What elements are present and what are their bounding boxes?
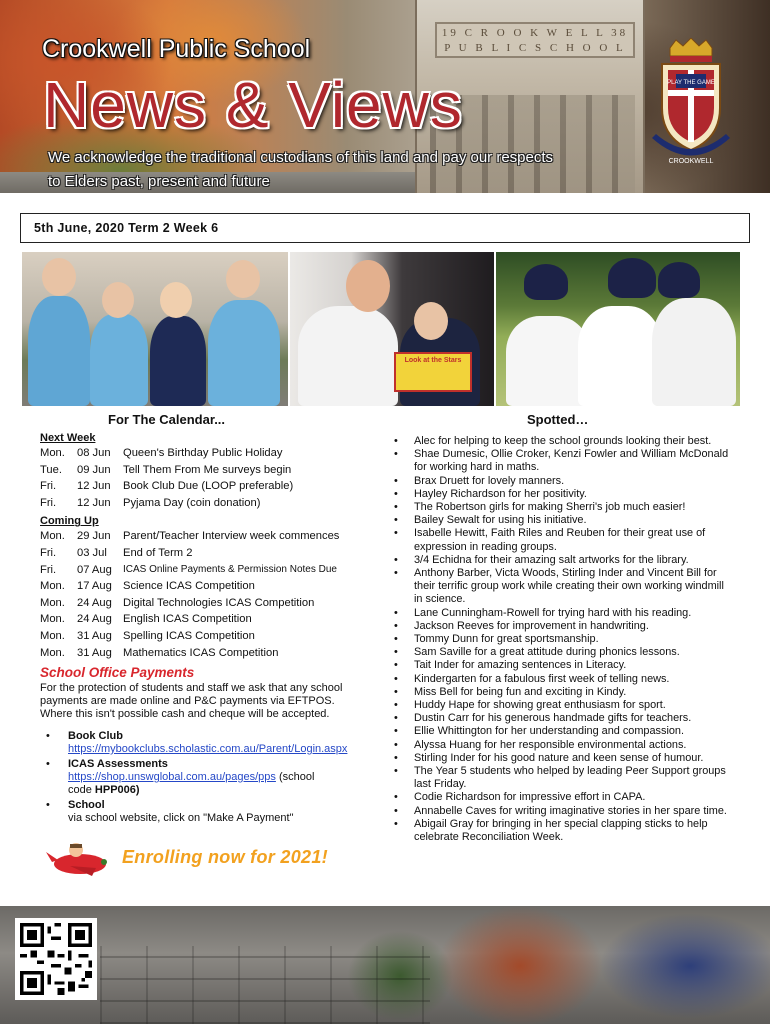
spotted-item: • 3/4 Echidna for their amazing salt artworks for the library. [392, 554, 732, 567]
student-figure [208, 300, 280, 406]
cricket-students-photo [496, 252, 740, 406]
spotted-item: • Hayley Richardson for her positivity. [392, 488, 732, 501]
student-figure [578, 306, 662, 406]
icas-code-prefix: (school [278, 771, 315, 783]
calendar-row [40, 595, 370, 612]
cricket-helmet [524, 264, 568, 300]
spotted-item: • Abigail Gray for bringing in her special clapping sticks to help celebrate Reconciliation Week. [392, 818, 732, 844]
calendar-date: 24 Aug [77, 613, 112, 626]
spotted-item: • The Robertson girls for making Sherri's job much easier! [392, 501, 732, 514]
spotted-item: • Miss Bell for being fun and exciting in Kindy. [392, 686, 732, 699]
calendar-date: 12 Jun [77, 480, 111, 493]
spotted-item: • Ellie Whittington for her understanding and compassion. [392, 725, 732, 738]
list-item [40, 799, 362, 825]
students-photo [22, 252, 288, 406]
calendar-date: 24 Aug [77, 596, 112, 609]
calendar-event: Parent/Teacher Interview week commences [123, 530, 340, 543]
calendar-date: 31 Aug [77, 629, 112, 642]
icas-link[interactable]: https://shop.unswglobal.com.au/pages/pps [68, 771, 276, 783]
plaque-line-2: P U B L I C S C H O O L [444, 42, 626, 54]
calendar-date: 12 Jun [77, 496, 111, 509]
header-banner [0, 0, 770, 193]
calendar-event: End of Term 2 [123, 546, 193, 559]
calendar-day: Mon. [40, 613, 65, 626]
calendar-event: Science ICAS Competition [123, 580, 255, 593]
student-head [226, 260, 260, 298]
spotted-item: • The Year 5 students who helped by leading Peer Support groups last Friday. [392, 765, 732, 791]
calendar-event: Mathematics ICAS Competition [123, 646, 279, 659]
calendar-day: Fri. [40, 563, 57, 576]
office-payments-title: School Office Payments [40, 665, 195, 680]
issue-date-bar: 5th June, 2020 Term 2 Week 6 [20, 213, 750, 243]
calendar-date: 08 Jun [77, 447, 111, 459]
calendar-section [40, 432, 370, 661]
book-held [394, 352, 472, 392]
spotted-item: • Alyssa Huang for her responsible environmental actions. [392, 739, 732, 752]
calendar-day: Mon. [40, 580, 65, 593]
calendar-day: Fri. [40, 546, 57, 559]
spotted-item: • Sam Saville for a great attitude during phonics lessons. [392, 646, 732, 659]
newsletter-title: News & Views [43, 69, 463, 141]
calendar-event: Tell Them From Me surveys begin [123, 463, 292, 476]
principal-student-photo [290, 252, 494, 406]
spotted-item: • Stirling Inder for his good nature and keen sense of humour. [392, 752, 732, 765]
calendar-row [40, 478, 370, 495]
payment-methods-list [40, 730, 362, 826]
calendar-event: Book Club Due (LOOP preferable) [123, 480, 294, 493]
spotted-heading: Spotted… [527, 412, 589, 427]
coming-up-list [40, 528, 370, 661]
cartoon-bird-plane-icon [46, 838, 112, 878]
spotted-item: • Codie Richardson for impressive effort in CAPA. [392, 791, 732, 804]
acknowledgement-line-1: We acknowledge the traditional custodians of this land and pay our respects [48, 149, 554, 166]
spotted-item: • Alec for helping to keep the school grounds looking their best. [392, 435, 732, 448]
spotted-item: • Kindergarten for a fabulous first week of telling news. [392, 673, 732, 686]
book-club-title: • Book Club [68, 730, 123, 742]
calendar-event: Spelling ICAS Competition [123, 629, 255, 642]
school-payment-text: via school website, click on "Make A Payment" [68, 812, 294, 824]
calendar-heading: For The Calendar... [108, 412, 226, 427]
spotted-item: • Shae Dumesic, Ollie Croker, Kenzi Fowler and William McDonald for working hard in maths. [392, 448, 732, 474]
spotted-item: • Jackson Reeves for improvement in handwriting. [392, 620, 732, 633]
calendar-date: 17 Aug [77, 580, 112, 593]
calendar-row [40, 562, 370, 579]
crest-bottom-text: CROOKWELL [668, 158, 714, 165]
calendar-row [40, 645, 370, 662]
building-plaque [435, 22, 635, 58]
school-crest-logo [650, 38, 732, 173]
calendar-day: Fri. [40, 496, 57, 509]
acknowledgement-line-2: to Elders past, present and future [48, 173, 270, 190]
enrolling-banner-text: Enrolling now for 2021! [122, 847, 328, 867]
footer-image [0, 906, 770, 1024]
calendar-day: Mon. [40, 646, 65, 659]
calendar-row [40, 445, 370, 462]
student-figure [150, 316, 206, 406]
qr-code-pattern [20, 923, 92, 995]
student-figure [90, 314, 148, 406]
cricket-helmet [608, 258, 656, 298]
calendar-date: 29 Jun [77, 530, 111, 543]
calendar-event: Queen's Birthday Public Holiday [123, 447, 283, 459]
coming-up-label: Coming Up [40, 515, 99, 528]
calendar-row [40, 495, 370, 512]
calendar-row [40, 545, 370, 562]
calendar-date: 03 Jul [77, 546, 107, 559]
calendar-day: Mon. [40, 447, 65, 459]
spotted-item: • Annabelle Caves for writing imaginative stories in her spare time. [392, 805, 732, 818]
spotted-item: • Lane Cunningham-Rowell for trying hard with his reading. [392, 607, 732, 620]
calendar-event: English ICAS Competition [123, 613, 252, 626]
calendar-row [40, 628, 370, 645]
student-head [414, 302, 448, 340]
calendar-date: 09 Jun [77, 463, 111, 476]
office-payments-intro: For the protection of students and staff we ask that any school payments are made online and P&C payments via EFTPOS. Where this isn't possible cash and cheque will be accepted. [40, 682, 343, 721]
spotted-item: • Bailey Sewalt for using his initiative. [392, 514, 732, 527]
cricket-helmet [658, 262, 700, 298]
calendar-day: Tue. [40, 463, 62, 476]
crest-motto: PLAY THE GAME [667, 80, 715, 86]
icas-title: • ICAS Assessments [68, 758, 168, 770]
calendar-day: Mon. [40, 629, 65, 642]
list-item [40, 730, 362, 756]
calendar-date: 31 Aug [77, 646, 112, 659]
sandstone-wall [100, 946, 430, 1024]
spotted-item: • Brax Druett for lovely manners. [392, 475, 732, 488]
spotted-item: • Dustin Carr for his generous handmade gifts for teachers. [392, 712, 732, 725]
school-payment-title: • School [68, 799, 105, 811]
acknowledgement-of-country [48, 146, 648, 193]
spotted-item: • Isabelle Hewitt, Faith Riles and Reuben for their great use of expression in reading groups. [392, 527, 732, 553]
book-title: Look at the Stars [404, 357, 462, 364]
student-figure [652, 298, 736, 406]
qr-code-icon[interactable] [15, 918, 97, 1000]
spotted-item: • Huddy Hape for showing great enthusiasm for sport. [392, 699, 732, 712]
spotted-list [392, 435, 732, 844]
spotted-item: • Anthony Barber, Victa Woods, Stirling Inder and Vincent Bill for their terrific group work while creating their own working windmill in science. [392, 567, 732, 607]
icas-code: HPP006) [94, 784, 140, 796]
next-week-label: Next Week [40, 432, 96, 444]
student-head [102, 282, 134, 318]
calendar-event: Digital Technologies ICAS Competition [123, 596, 315, 609]
spotted-item: • Tommy Dunn for great sportsmanship. [392, 633, 732, 646]
calendar-day: Fri. [40, 480, 57, 493]
calendar-row [40, 528, 370, 545]
spotted-item: • Tait Inder for amazing sentences in Literacy. [392, 659, 732, 672]
icas-code-label: code [68, 784, 92, 796]
calendar-row [40, 578, 370, 595]
plaque-line-1: 19 C R O O K W E L L 38 [441, 27, 629, 39]
student-head [42, 258, 76, 296]
calendar-row [40, 462, 370, 479]
book-club-link[interactable]: https://mybookclubs.scholastic.com.au/Parent/Login.aspx [68, 743, 348, 755]
calendar-row [40, 611, 370, 628]
school-name: Crookwell Public School [42, 35, 311, 63]
calendar-date: 07 Aug [77, 563, 112, 576]
next-week-list [40, 445, 370, 511]
principal-head [346, 260, 390, 312]
calendar-event: Pyjama Day (coin donation) [123, 496, 261, 509]
calendar-event: ICAS Online Payments & Permission Notes Due [123, 563, 337, 575]
calendar-day: Mon. [40, 530, 65, 543]
student-figure [28, 296, 90, 406]
student-head [160, 282, 192, 318]
principal-figure [298, 306, 398, 406]
list-item [40, 758, 362, 797]
calendar-day: Mon. [40, 596, 65, 609]
